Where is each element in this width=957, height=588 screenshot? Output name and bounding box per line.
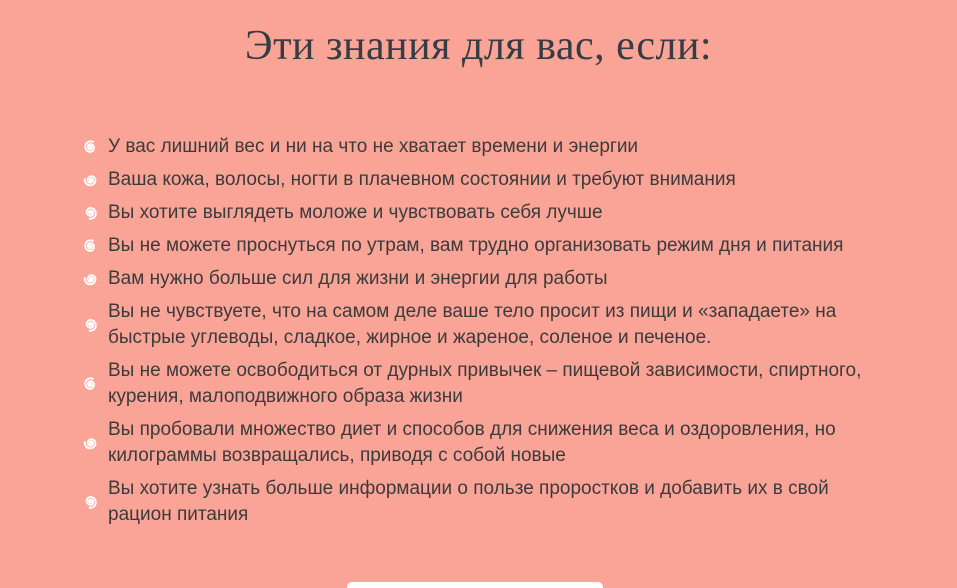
list-item-text: Вам нужно больше сил для жизни и энергии для работы (108, 268, 608, 289)
spiral-icon (78, 490, 103, 515)
spiral-icon (76, 133, 105, 161)
list-item-text: Вы не можете освободиться от дурных привычек – пищевой зависимости, спиртного, курения, малоподвижного образа жизни (108, 360, 862, 407)
list-item (80, 134, 880, 160)
spiral-icon (78, 313, 103, 338)
page-title: Эти знания для вас, если: (244, 23, 713, 69)
list-item-text: Вы пробовали множество диет и способов для снижения веса и оздоровления, но килограммы возвращались, приводя с собой новые (108, 419, 836, 466)
list-item-text: Вы не можете проснуться по утрам, вам трудно организовать режим дня и питания (108, 235, 844, 256)
list-item (80, 476, 880, 528)
spiral-icon (78, 201, 103, 226)
list-item-text: Ваша кожа, волосы, ногти в плачевном состоянии и требуют внимания (108, 169, 736, 190)
list-item (80, 167, 880, 193)
spiral-icon (78, 167, 103, 192)
list-item-text: Вы хотите выглядеть моложе и чувствовать себя лучше (108, 202, 603, 223)
list-item (80, 358, 880, 410)
list-item (80, 417, 880, 469)
list-item (80, 233, 880, 259)
list-item-text: Вы не чувствуете, что на самом деле ваше тело просит из пищи и «западаете» на быстрые углеводы, сладкое, жирное и жареное, соленое и печеное. (108, 301, 837, 348)
benefits-list (80, 134, 880, 535)
list-item-text: Вы хотите узнать больше информации о пользе проростков и добавить их в свой рацион питания (108, 478, 829, 525)
spiral-icon (78, 266, 103, 291)
list-item (80, 200, 880, 226)
list-item-text: У вас лишний вес и ни на что не хватает времени и энергии (108, 136, 639, 157)
spiral-icon (76, 370, 105, 398)
list-item (80, 299, 880, 351)
spiral-icon (76, 232, 105, 260)
spiral-icon (78, 430, 103, 455)
partial-button-top-edge[interactable] (347, 582, 603, 588)
list-item (80, 266, 880, 292)
